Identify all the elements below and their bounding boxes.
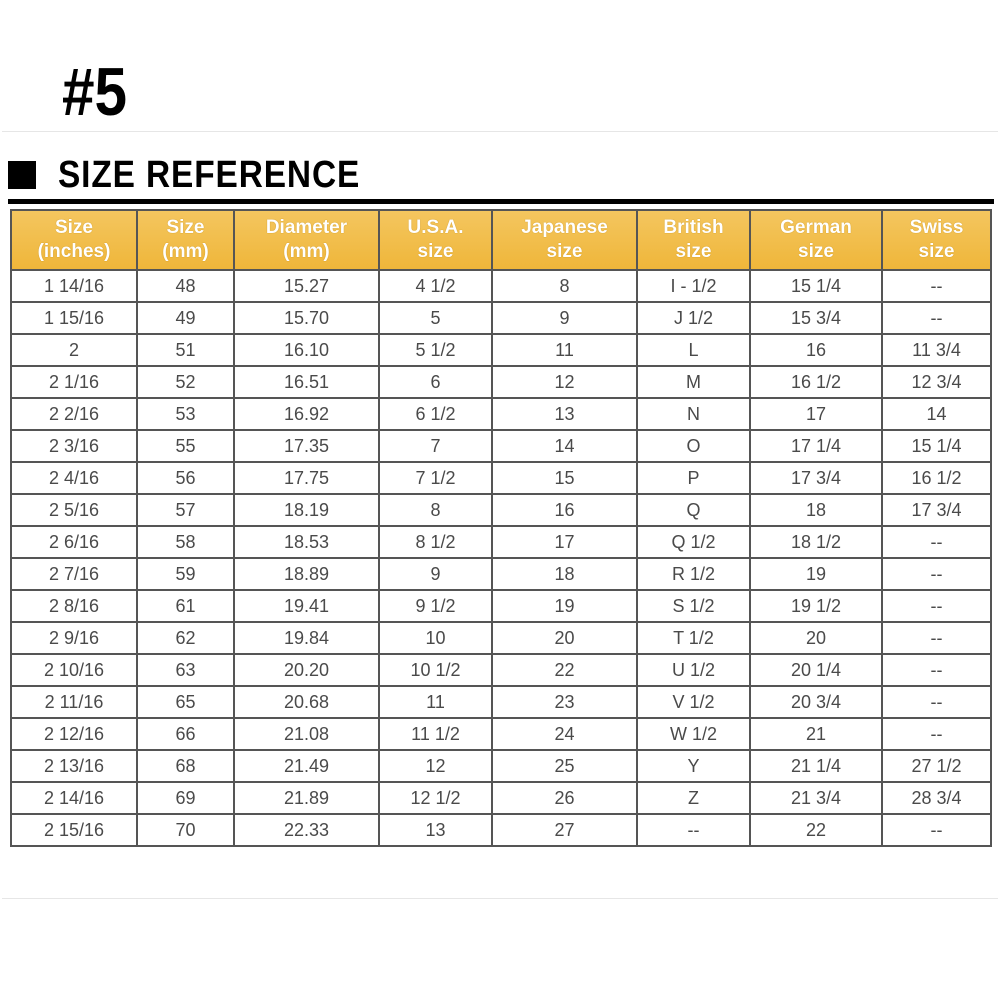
table-row xyxy=(11,526,991,558)
table-row xyxy=(11,718,991,750)
table-cell-size-mm: 62 xyxy=(137,622,234,654)
table-cell-japanese-size: 18 xyxy=(492,558,637,590)
table-cell-british-size: L xyxy=(637,334,750,366)
table-cell-german-size: 20 3/4 xyxy=(750,686,882,718)
table-cell-size-mm: 58 xyxy=(137,526,234,558)
table-cell-british-size: Q 1/2 xyxy=(637,526,750,558)
table-row xyxy=(11,302,991,334)
table-cell-japanese-size: 11 xyxy=(492,334,637,366)
table-row xyxy=(11,366,991,398)
table-row xyxy=(11,462,991,494)
column-header-line: size xyxy=(798,241,834,262)
table-cell-size-inches: 2 6/16 xyxy=(11,526,137,558)
square-bullet-icon xyxy=(8,161,36,189)
table-cell-usa-size: 7 xyxy=(379,430,492,462)
table-row xyxy=(11,814,991,846)
table-cell-german-size: 17 xyxy=(750,398,882,430)
table-cell-german-size: 16 1/2 xyxy=(750,366,882,398)
table-cell-british-size: O xyxy=(637,430,750,462)
table-cell-size-mm: 52 xyxy=(137,366,234,398)
table-cell-size-inches: 2 12/16 xyxy=(11,718,137,750)
table-cell-german-size: 21 3/4 xyxy=(750,782,882,814)
table-cell-diameter-mm: 18.53 xyxy=(234,526,379,558)
column-header-line: U.S.A. xyxy=(407,217,464,238)
table-cell-size-inches: 2 15/16 xyxy=(11,814,137,846)
table-cell-size-inches: 2 13/16 xyxy=(11,750,137,782)
table-cell-usa-size: 13 xyxy=(379,814,492,846)
table-cell-size-mm: 57 xyxy=(137,494,234,526)
table-cell-swiss-size: -- xyxy=(882,526,991,558)
table-cell-size-mm: 68 xyxy=(137,750,234,782)
table-cell-japanese-size: 26 xyxy=(492,782,637,814)
column-header-british-size xyxy=(637,210,750,270)
table-cell-swiss-size: -- xyxy=(882,686,991,718)
table-cell-size-mm: 59 xyxy=(137,558,234,590)
table-cell-swiss-size: -- xyxy=(882,270,991,302)
table-cell-diameter-mm: 21.49 xyxy=(234,750,379,782)
table-cell-british-size: Q xyxy=(637,494,750,526)
table-cell-british-size: S 1/2 xyxy=(637,590,750,622)
column-header-line: Diameter xyxy=(265,217,348,238)
table-row xyxy=(11,558,991,590)
table-cell-size-mm: 51 xyxy=(137,334,234,366)
table-cell-size-inches: 2 1/16 xyxy=(11,366,137,398)
table-cell-british-size: R 1/2 xyxy=(637,558,750,590)
table-cell-british-size: W 1/2 xyxy=(637,718,750,750)
table-row xyxy=(11,782,991,814)
table-cell-swiss-size: 28 3/4 xyxy=(882,782,991,814)
table-cell-swiss-size: -- xyxy=(882,622,991,654)
table-cell-size-mm: 65 xyxy=(137,686,234,718)
table-row xyxy=(11,590,991,622)
column-header-usa-size xyxy=(379,210,492,270)
column-header-line: Size xyxy=(166,217,205,238)
table-cell-size-inches: 2 10/16 xyxy=(11,654,137,686)
table-cell-usa-size: 7 1/2 xyxy=(379,462,492,494)
table-cell-diameter-mm: 16.92 xyxy=(234,398,379,430)
column-header-line: (inches) xyxy=(37,241,111,262)
table-cell-diameter-mm: 19.41 xyxy=(234,590,379,622)
table-cell-diameter-mm: 22.33 xyxy=(234,814,379,846)
table-cell-usa-size: 8 xyxy=(379,494,492,526)
table-cell-diameter-mm: 21.89 xyxy=(234,782,379,814)
table-cell-size-inches: 2 14/16 xyxy=(11,782,137,814)
table-cell-size-mm: 56 xyxy=(137,462,234,494)
table-cell-japanese-size: 25 xyxy=(492,750,637,782)
table-cell-size-inches: 2 xyxy=(11,334,137,366)
table-cell-swiss-size: 27 1/2 xyxy=(882,750,991,782)
table-cell-diameter-mm: 15.27 xyxy=(234,270,379,302)
column-header-line: German xyxy=(780,217,852,238)
table-cell-size-mm: 70 xyxy=(137,814,234,846)
table-cell-diameter-mm: 20.20 xyxy=(234,654,379,686)
table-row xyxy=(11,334,991,366)
column-header-swiss-size xyxy=(882,210,991,270)
table-cell-japanese-size: 20 xyxy=(492,622,637,654)
table-cell-usa-size: 4 1/2 xyxy=(379,270,492,302)
table-cell-diameter-mm: 18.89 xyxy=(234,558,379,590)
table-cell-japanese-size: 24 xyxy=(492,718,637,750)
table-cell-british-size: M xyxy=(637,366,750,398)
table-cell-japanese-size: 13 xyxy=(492,398,637,430)
table-cell-japanese-size: 22 xyxy=(492,654,637,686)
column-header-line: (mm) xyxy=(283,241,330,262)
table-cell-swiss-size: -- xyxy=(882,654,991,686)
table-cell-diameter-mm: 21.08 xyxy=(234,718,379,750)
table-cell-size-mm: 61 xyxy=(137,590,234,622)
table-cell-usa-size: 6 1/2 xyxy=(379,398,492,430)
table-cell-german-size: 20 1/4 xyxy=(750,654,882,686)
table-row xyxy=(11,654,991,686)
table-cell-japanese-size: 16 xyxy=(492,494,637,526)
table-cell-german-size: 22 xyxy=(750,814,882,846)
table-cell-size-mm: 63 xyxy=(137,654,234,686)
table-cell-german-size: 20 xyxy=(750,622,882,654)
table-cell-usa-size: 9 xyxy=(379,558,492,590)
table-cell-usa-size: 12 xyxy=(379,750,492,782)
table-cell-german-size: 18 xyxy=(750,494,882,526)
table-cell-german-size: 15 3/4 xyxy=(750,302,882,334)
table-cell-swiss-size: 17 3/4 xyxy=(882,494,991,526)
table-cell-british-size: I - 1/2 xyxy=(637,270,750,302)
column-header-line: size xyxy=(918,241,955,262)
table-row xyxy=(11,494,991,526)
table-cell-size-inches: 2 11/16 xyxy=(11,686,137,718)
table-cell-german-size: 18 1/2 xyxy=(750,526,882,558)
table-cell-usa-size: 11 xyxy=(379,686,492,718)
table-cell-usa-size: 10 1/2 xyxy=(379,654,492,686)
table-cell-size-inches: 1 14/16 xyxy=(11,270,137,302)
heading-divider xyxy=(8,199,994,204)
table-cell-japanese-size: 19 xyxy=(492,590,637,622)
table-cell-size-mm: 48 xyxy=(137,270,234,302)
table-cell-size-mm: 49 xyxy=(137,302,234,334)
column-header-size-mm xyxy=(137,210,234,270)
column-header-line: Size xyxy=(54,217,94,238)
table-cell-usa-size: 12 1/2 xyxy=(379,782,492,814)
table-cell-british-size: T 1/2 xyxy=(637,622,750,654)
ring-size-table xyxy=(10,209,992,847)
column-header-german-size xyxy=(750,210,882,270)
column-header-line: Japanese xyxy=(521,217,608,238)
table-cell-size-inches: 2 3/16 xyxy=(11,430,137,462)
table-body xyxy=(11,270,991,846)
table-cell-british-size: Z xyxy=(637,782,750,814)
table-cell-japanese-size: 8 xyxy=(492,270,637,302)
table-cell-size-inches: 1 15/16 xyxy=(11,302,137,334)
column-header-size-inches xyxy=(11,210,137,270)
table-header-row xyxy=(11,210,991,270)
table-cell-british-size: Y xyxy=(637,750,750,782)
table-cell-german-size: 15 1/4 xyxy=(750,270,882,302)
table-cell-swiss-size: -- xyxy=(882,814,991,846)
table-cell-usa-size: 8 1/2 xyxy=(379,526,492,558)
table-cell-british-size: J 1/2 xyxy=(637,302,750,334)
table-row xyxy=(11,750,991,782)
table-cell-japanese-size: 23 xyxy=(492,686,637,718)
table-cell-swiss-size: 11 3/4 xyxy=(882,334,991,366)
table-cell-swiss-size: -- xyxy=(882,302,991,334)
table-cell-size-inches: 2 4/16 xyxy=(11,462,137,494)
table-cell-swiss-size: 15 1/4 xyxy=(882,430,991,462)
table-cell-british-size: N xyxy=(637,398,750,430)
table-cell-german-size: 16 xyxy=(750,334,882,366)
section-heading xyxy=(8,155,401,195)
table-cell-size-mm: 69 xyxy=(137,782,234,814)
table-cell-size-mm: 53 xyxy=(137,398,234,430)
table-cell-japanese-size: 14 xyxy=(492,430,637,462)
table-cell-swiss-size: -- xyxy=(882,558,991,590)
table-cell-japanese-size: 15 xyxy=(492,462,637,494)
table-cell-british-size: -- xyxy=(637,814,750,846)
table-cell-diameter-mm: 16.10 xyxy=(234,334,379,366)
table-cell-german-size: 21 1/4 xyxy=(750,750,882,782)
table-cell-german-size: 17 3/4 xyxy=(750,462,882,494)
table-cell-diameter-mm: 15.70 xyxy=(234,302,379,334)
column-header-line: British xyxy=(663,217,724,238)
table-cell-japanese-size: 27 xyxy=(492,814,637,846)
table-cell-diameter-mm: 20.68 xyxy=(234,686,379,718)
column-header-diameter-mm xyxy=(234,210,379,270)
column-header-line: size xyxy=(546,241,583,262)
column-header-line: (mm) xyxy=(162,241,209,262)
table-row xyxy=(11,270,991,302)
table-cell-swiss-size: 14 xyxy=(882,398,991,430)
table-cell-usa-size: 5 1/2 xyxy=(379,334,492,366)
table-cell-diameter-mm: 17.75 xyxy=(234,462,379,494)
table-cell-size-inches: 2 5/16 xyxy=(11,494,137,526)
table-cell-japanese-size: 12 xyxy=(492,366,637,398)
column-header-line: size xyxy=(417,241,454,262)
table-cell-diameter-mm: 16.51 xyxy=(234,366,379,398)
column-header-japanese-size xyxy=(492,210,637,270)
table-cell-british-size: P xyxy=(637,462,750,494)
table-cell-size-inches: 2 2/16 xyxy=(11,398,137,430)
table-row xyxy=(11,622,991,654)
column-header-line: Swiss xyxy=(909,217,964,238)
table-cell-german-size: 19 xyxy=(750,558,882,590)
section-title: SIZE REFERENCE xyxy=(58,153,361,196)
table-cell-usa-size: 5 xyxy=(379,302,492,334)
table-cell-diameter-mm: 19.84 xyxy=(234,622,379,654)
table-cell-usa-size: 6 xyxy=(379,366,492,398)
table-cell-usa-size: 9 1/2 xyxy=(379,590,492,622)
table-cell-german-size: 21 xyxy=(750,718,882,750)
table-cell-diameter-mm: 17.35 xyxy=(234,430,379,462)
table-cell-german-size: 19 1/2 xyxy=(750,590,882,622)
column-header-line: size xyxy=(675,241,712,262)
table-row xyxy=(11,430,991,462)
table-cell-size-inches: 2 9/16 xyxy=(11,622,137,654)
table-cell-size-inches: 2 8/16 xyxy=(11,590,137,622)
table-row xyxy=(11,398,991,430)
table-cell-size-mm: 66 xyxy=(137,718,234,750)
table-cell-swiss-size: -- xyxy=(882,590,991,622)
table-cell-usa-size: 11 1/2 xyxy=(379,718,492,750)
table-cell-swiss-size: -- xyxy=(882,718,991,750)
table-cell-german-size: 17 1/4 xyxy=(750,430,882,462)
table-row xyxy=(11,686,991,718)
table-cell-british-size: V 1/2 xyxy=(637,686,750,718)
table-cell-japanese-size: 9 xyxy=(492,302,637,334)
table-cell-swiss-size: 16 1/2 xyxy=(882,462,991,494)
page-label: #5 xyxy=(62,54,128,130)
table-cell-diameter-mm: 18.19 xyxy=(234,494,379,526)
table-cell-size-mm: 55 xyxy=(137,430,234,462)
table-cell-usa-size: 10 xyxy=(379,622,492,654)
table-cell-japanese-size: 17 xyxy=(492,526,637,558)
table-cell-size-inches: 2 7/16 xyxy=(11,558,137,590)
table-cell-british-size: U 1/2 xyxy=(637,654,750,686)
table-cell-swiss-size: 12 3/4 xyxy=(882,366,991,398)
